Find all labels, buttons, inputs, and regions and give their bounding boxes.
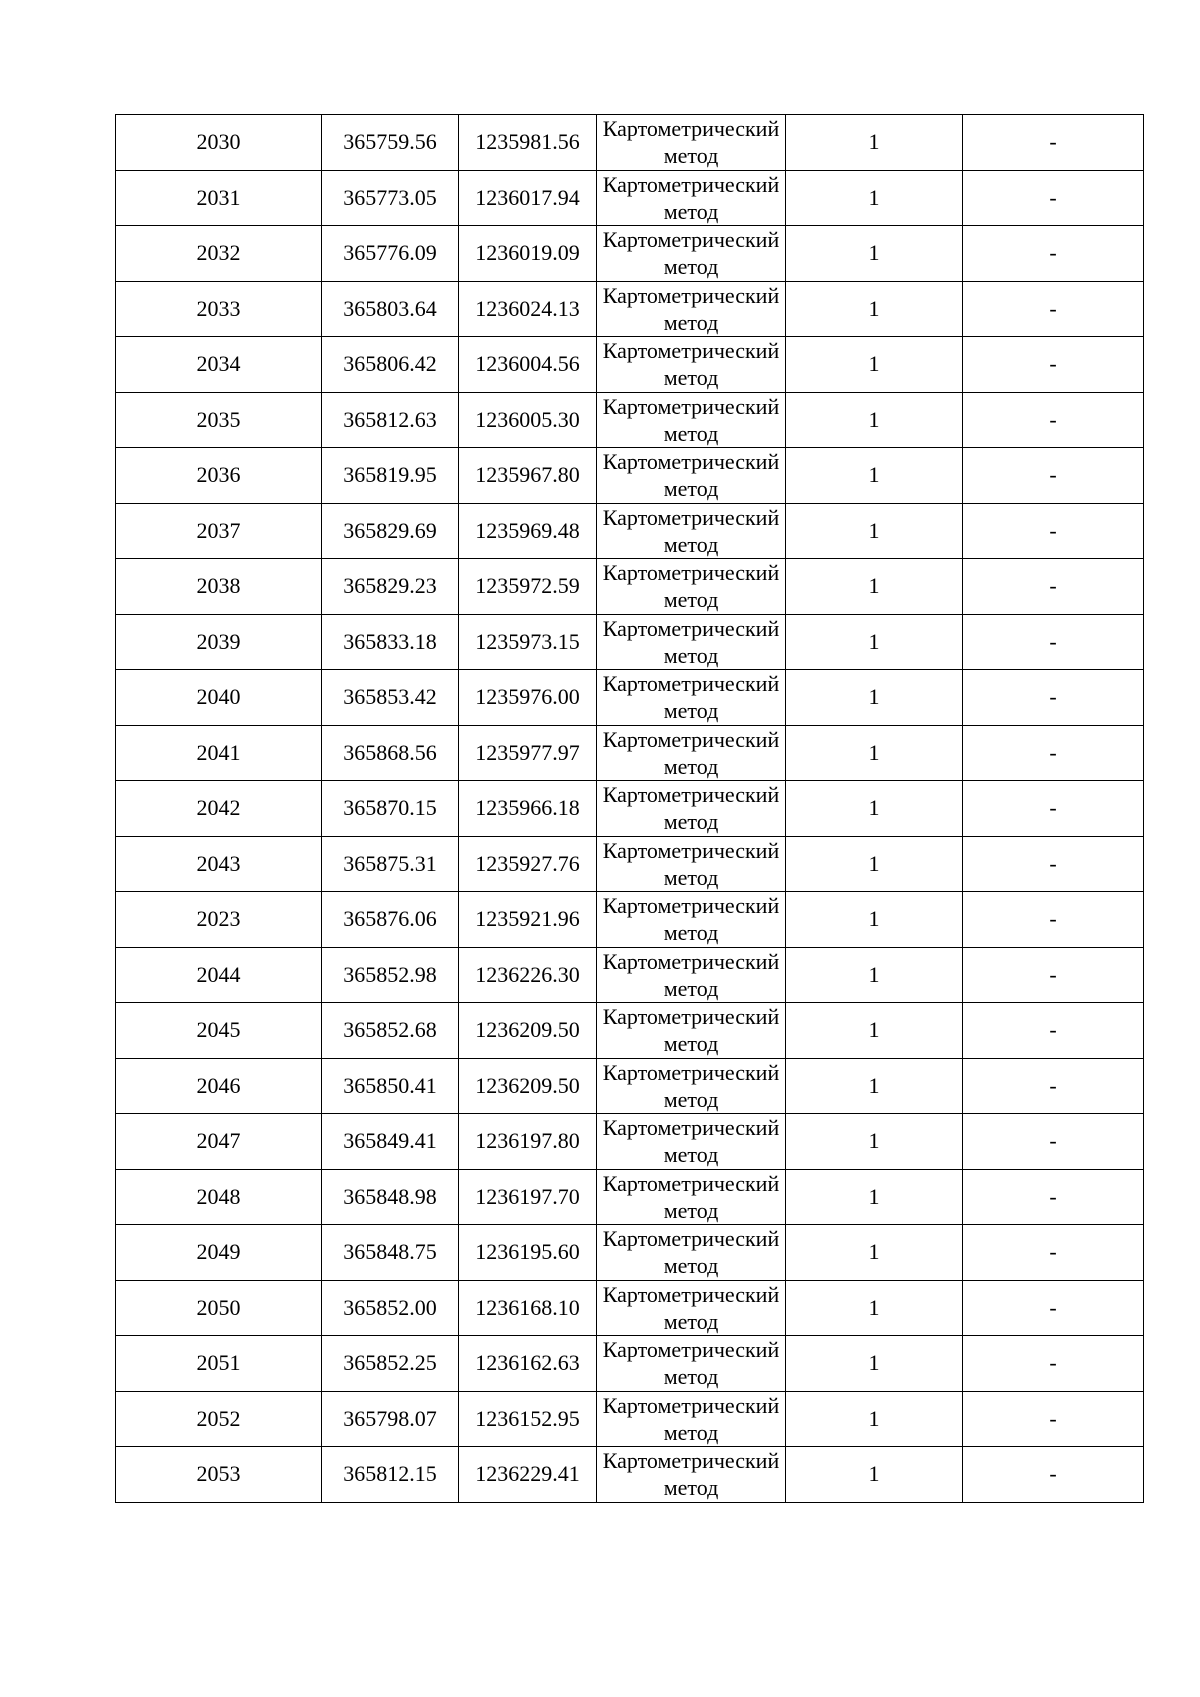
method-cell bbox=[597, 448, 786, 504]
table-row bbox=[116, 725, 1144, 781]
x-coordinate-cell: 365819.95 bbox=[322, 448, 459, 504]
accuracy-cell: 1 bbox=[786, 1003, 963, 1059]
method-text: Картометрический метод bbox=[602, 449, 780, 502]
point-number-cell: 2035 bbox=[116, 392, 322, 448]
y-coordinate-cell: 1235967.80 bbox=[459, 448, 597, 504]
x-coordinate-cell: 365852.25 bbox=[322, 1336, 459, 1392]
table-row bbox=[116, 1447, 1144, 1503]
y-coordinate-cell: 1236226.30 bbox=[459, 947, 597, 1003]
y-coordinate-cell: 1235976.00 bbox=[459, 670, 597, 726]
note-cell: - bbox=[963, 1225, 1144, 1281]
method-cell bbox=[597, 836, 786, 892]
note-cell: - bbox=[963, 1391, 1144, 1447]
accuracy-cell: 1 bbox=[786, 1447, 963, 1503]
x-coordinate-cell: 365848.75 bbox=[322, 1225, 459, 1281]
y-coordinate-cell: 1236162.63 bbox=[459, 1336, 597, 1392]
table-row bbox=[116, 115, 1144, 171]
y-coordinate-cell: 1236024.13 bbox=[459, 281, 597, 337]
point-number-cell: 2053 bbox=[116, 1447, 322, 1503]
note-cell: - bbox=[963, 337, 1144, 393]
point-number-cell: 2048 bbox=[116, 1169, 322, 1225]
x-coordinate-cell: 365852.68 bbox=[322, 1003, 459, 1059]
method-text: Картометрический метод bbox=[602, 1115, 780, 1168]
note-cell: - bbox=[963, 614, 1144, 670]
y-coordinate-cell: 1236197.70 bbox=[459, 1169, 597, 1225]
note-cell: - bbox=[963, 559, 1144, 615]
note-cell: - bbox=[963, 115, 1144, 171]
method-cell bbox=[597, 781, 786, 837]
x-coordinate-cell: 365812.15 bbox=[322, 1447, 459, 1503]
method-cell bbox=[597, 1003, 786, 1059]
table-row bbox=[116, 1169, 1144, 1225]
method-text: Картометрический метод bbox=[602, 615, 780, 668]
method-cell bbox=[597, 392, 786, 448]
method-cell bbox=[597, 670, 786, 726]
method-cell bbox=[597, 725, 786, 781]
table-row bbox=[116, 503, 1144, 559]
x-coordinate-cell: 365852.98 bbox=[322, 947, 459, 1003]
method-cell bbox=[597, 503, 786, 559]
note-cell: - bbox=[963, 1169, 1144, 1225]
method-text: Картометрический метод bbox=[602, 1392, 780, 1445]
table-row bbox=[116, 1336, 1144, 1392]
method-text: Картометрический метод bbox=[602, 1448, 780, 1501]
table-row bbox=[116, 337, 1144, 393]
method-text: Картометрический метод bbox=[602, 893, 780, 946]
note-cell: - bbox=[963, 947, 1144, 1003]
table-row bbox=[116, 1114, 1144, 1170]
coordinates-table-body bbox=[116, 115, 1144, 1503]
point-number-cell: 2052 bbox=[116, 1391, 322, 1447]
method-text: Картометрический метод bbox=[602, 227, 780, 280]
note-cell: - bbox=[963, 1003, 1144, 1059]
accuracy-cell: 1 bbox=[786, 1169, 963, 1225]
point-number-cell: 2046 bbox=[116, 1058, 322, 1114]
note-cell: - bbox=[963, 170, 1144, 226]
point-number-cell: 2049 bbox=[116, 1225, 322, 1281]
method-text: Картометрический метод bbox=[602, 1281, 780, 1334]
point-number-cell: 2051 bbox=[116, 1336, 322, 1392]
accuracy-cell: 1 bbox=[786, 892, 963, 948]
y-coordinate-cell: 1235927.76 bbox=[459, 836, 597, 892]
x-coordinate-cell: 365759.56 bbox=[322, 115, 459, 171]
table-row bbox=[116, 448, 1144, 504]
y-coordinate-cell: 1236017.94 bbox=[459, 170, 597, 226]
table-row bbox=[116, 670, 1144, 726]
point-number-cell: 2032 bbox=[116, 226, 322, 282]
x-coordinate-cell: 365876.06 bbox=[322, 892, 459, 948]
x-coordinate-cell: 365848.98 bbox=[322, 1169, 459, 1225]
point-number-cell: 2030 bbox=[116, 115, 322, 171]
method-cell bbox=[597, 559, 786, 615]
method-text: Картометрический метод bbox=[602, 1004, 780, 1057]
accuracy-cell: 1 bbox=[786, 836, 963, 892]
method-cell bbox=[597, 226, 786, 282]
table-row bbox=[116, 781, 1144, 837]
x-coordinate-cell: 365806.42 bbox=[322, 337, 459, 393]
method-cell bbox=[597, 947, 786, 1003]
method-cell bbox=[597, 1336, 786, 1392]
method-text: Картометрический метод bbox=[602, 504, 780, 557]
note-cell: - bbox=[963, 892, 1144, 948]
x-coordinate-cell: 365812.63 bbox=[322, 392, 459, 448]
method-cell bbox=[597, 1391, 786, 1447]
x-coordinate-cell: 365870.15 bbox=[322, 781, 459, 837]
table-row bbox=[116, 392, 1144, 448]
point-number-cell: 2040 bbox=[116, 670, 322, 726]
note-cell: - bbox=[963, 670, 1144, 726]
note-cell: - bbox=[963, 392, 1144, 448]
point-number-cell: 2042 bbox=[116, 781, 322, 837]
accuracy-cell: 1 bbox=[786, 781, 963, 837]
method-cell bbox=[597, 337, 786, 393]
point-number-cell: 2039 bbox=[116, 614, 322, 670]
accuracy-cell: 1 bbox=[786, 503, 963, 559]
y-coordinate-cell: 1235969.48 bbox=[459, 503, 597, 559]
note-cell: - bbox=[963, 281, 1144, 337]
x-coordinate-cell: 365803.64 bbox=[322, 281, 459, 337]
table-row bbox=[116, 1391, 1144, 1447]
y-coordinate-cell: 1236168.10 bbox=[459, 1280, 597, 1336]
x-coordinate-cell: 365833.18 bbox=[322, 614, 459, 670]
note-cell: - bbox=[963, 1336, 1144, 1392]
y-coordinate-cell: 1236229.41 bbox=[459, 1447, 597, 1503]
x-coordinate-cell: 365868.56 bbox=[322, 725, 459, 781]
note-cell: - bbox=[963, 781, 1144, 837]
y-coordinate-cell: 1236019.09 bbox=[459, 226, 597, 282]
y-coordinate-cell: 1235921.96 bbox=[459, 892, 597, 948]
method-cell bbox=[597, 614, 786, 670]
method-text: Картометрический метод bbox=[602, 726, 780, 779]
note-cell: - bbox=[963, 1280, 1144, 1336]
accuracy-cell: 1 bbox=[786, 281, 963, 337]
y-coordinate-cell: 1236152.95 bbox=[459, 1391, 597, 1447]
y-coordinate-cell: 1235972.59 bbox=[459, 559, 597, 615]
accuracy-cell: 1 bbox=[786, 115, 963, 171]
accuracy-cell: 1 bbox=[786, 1336, 963, 1392]
y-coordinate-cell: 1236004.56 bbox=[459, 337, 597, 393]
method-text: Картометрический метод bbox=[602, 560, 780, 613]
note-cell: - bbox=[963, 1447, 1144, 1503]
accuracy-cell: 1 bbox=[786, 1114, 963, 1170]
point-number-cell: 2043 bbox=[116, 836, 322, 892]
method-cell bbox=[597, 1114, 786, 1170]
point-number-cell: 2038 bbox=[116, 559, 322, 615]
accuracy-cell: 1 bbox=[786, 947, 963, 1003]
method-cell bbox=[597, 892, 786, 948]
method-text: Картометрический метод bbox=[602, 282, 780, 335]
x-coordinate-cell: 365850.41 bbox=[322, 1058, 459, 1114]
method-text: Картометрический метод bbox=[602, 1226, 780, 1279]
note-cell: - bbox=[963, 725, 1144, 781]
accuracy-cell: 1 bbox=[786, 1225, 963, 1281]
table-row bbox=[116, 1225, 1144, 1281]
x-coordinate-cell: 365875.31 bbox=[322, 836, 459, 892]
accuracy-cell: 1 bbox=[786, 670, 963, 726]
note-cell: - bbox=[963, 503, 1144, 559]
method-text: Картометрический метод bbox=[602, 338, 780, 391]
note-cell: - bbox=[963, 1114, 1144, 1170]
method-text: Картометрический метод bbox=[602, 671, 780, 724]
note-cell: - bbox=[963, 836, 1144, 892]
y-coordinate-cell: 1236197.80 bbox=[459, 1114, 597, 1170]
table-row bbox=[116, 1280, 1144, 1336]
point-number-cell: 2050 bbox=[116, 1280, 322, 1336]
accuracy-cell: 1 bbox=[786, 337, 963, 393]
accuracy-cell: 1 bbox=[786, 170, 963, 226]
point-number-cell: 2036 bbox=[116, 448, 322, 504]
table-row bbox=[116, 559, 1144, 615]
method-text: Картометрический метод bbox=[602, 837, 780, 890]
method-text: Картометрический метод bbox=[602, 1059, 780, 1112]
y-coordinate-cell: 1235973.15 bbox=[459, 614, 597, 670]
point-number-cell: 2033 bbox=[116, 281, 322, 337]
point-number-cell: 2047 bbox=[116, 1114, 322, 1170]
method-text: Картометрический метод bbox=[602, 171, 780, 224]
table-row bbox=[116, 281, 1144, 337]
accuracy-cell: 1 bbox=[786, 226, 963, 282]
accuracy-cell: 1 bbox=[786, 725, 963, 781]
method-cell bbox=[597, 115, 786, 171]
table-row bbox=[116, 892, 1144, 948]
method-cell bbox=[597, 1225, 786, 1281]
accuracy-cell: 1 bbox=[786, 1391, 963, 1447]
accuracy-cell: 1 bbox=[786, 614, 963, 670]
accuracy-cell: 1 bbox=[786, 1058, 963, 1114]
accuracy-cell: 1 bbox=[786, 392, 963, 448]
point-number-cell: 2044 bbox=[116, 947, 322, 1003]
table-row bbox=[116, 614, 1144, 670]
x-coordinate-cell: 365852.00 bbox=[322, 1280, 459, 1336]
method-cell bbox=[597, 170, 786, 226]
point-number-cell: 2034 bbox=[116, 337, 322, 393]
method-cell bbox=[597, 281, 786, 337]
method-cell bbox=[597, 1280, 786, 1336]
accuracy-cell: 1 bbox=[786, 448, 963, 504]
table-row bbox=[116, 226, 1144, 282]
point-number-cell: 2037 bbox=[116, 503, 322, 559]
note-cell: - bbox=[963, 1058, 1144, 1114]
method-text: Картометрический метод bbox=[602, 116, 780, 169]
accuracy-cell: 1 bbox=[786, 1280, 963, 1336]
x-coordinate-cell: 365853.42 bbox=[322, 670, 459, 726]
method-text: Картометрический метод bbox=[602, 1337, 780, 1390]
method-text: Картометрический метод bbox=[602, 948, 780, 1001]
x-coordinate-cell: 365776.09 bbox=[322, 226, 459, 282]
table-row bbox=[116, 1058, 1144, 1114]
y-coordinate-cell: 1235977.97 bbox=[459, 725, 597, 781]
table-row bbox=[116, 836, 1144, 892]
coordinates-table bbox=[115, 114, 1144, 1503]
y-coordinate-cell: 1236209.50 bbox=[459, 1003, 597, 1059]
table-row bbox=[116, 170, 1144, 226]
y-coordinate-cell: 1235981.56 bbox=[459, 115, 597, 171]
method-text: Картометрический метод bbox=[602, 393, 780, 446]
y-coordinate-cell: 1236209.50 bbox=[459, 1058, 597, 1114]
method-cell bbox=[597, 1447, 786, 1503]
method-text: Картометрический метод bbox=[602, 782, 780, 835]
y-coordinate-cell: 1235966.18 bbox=[459, 781, 597, 837]
accuracy-cell: 1 bbox=[786, 559, 963, 615]
method-cell bbox=[597, 1058, 786, 1114]
point-number-cell: 2041 bbox=[116, 725, 322, 781]
point-number-cell: 2045 bbox=[116, 1003, 322, 1059]
note-cell: - bbox=[963, 448, 1144, 504]
table-row bbox=[116, 947, 1144, 1003]
method-text: Картометрический метод bbox=[602, 1170, 780, 1223]
note-cell: - bbox=[963, 226, 1144, 282]
x-coordinate-cell: 365829.23 bbox=[322, 559, 459, 615]
point-number-cell: 2031 bbox=[116, 170, 322, 226]
x-coordinate-cell: 365849.41 bbox=[322, 1114, 459, 1170]
x-coordinate-cell: 365798.07 bbox=[322, 1391, 459, 1447]
method-cell bbox=[597, 1169, 786, 1225]
y-coordinate-cell: 1236005.30 bbox=[459, 392, 597, 448]
y-coordinate-cell: 1236195.60 bbox=[459, 1225, 597, 1281]
table-row bbox=[116, 1003, 1144, 1059]
point-number-cell: 2023 bbox=[116, 892, 322, 948]
x-coordinate-cell: 365773.05 bbox=[322, 170, 459, 226]
x-coordinate-cell: 365829.69 bbox=[322, 503, 459, 559]
